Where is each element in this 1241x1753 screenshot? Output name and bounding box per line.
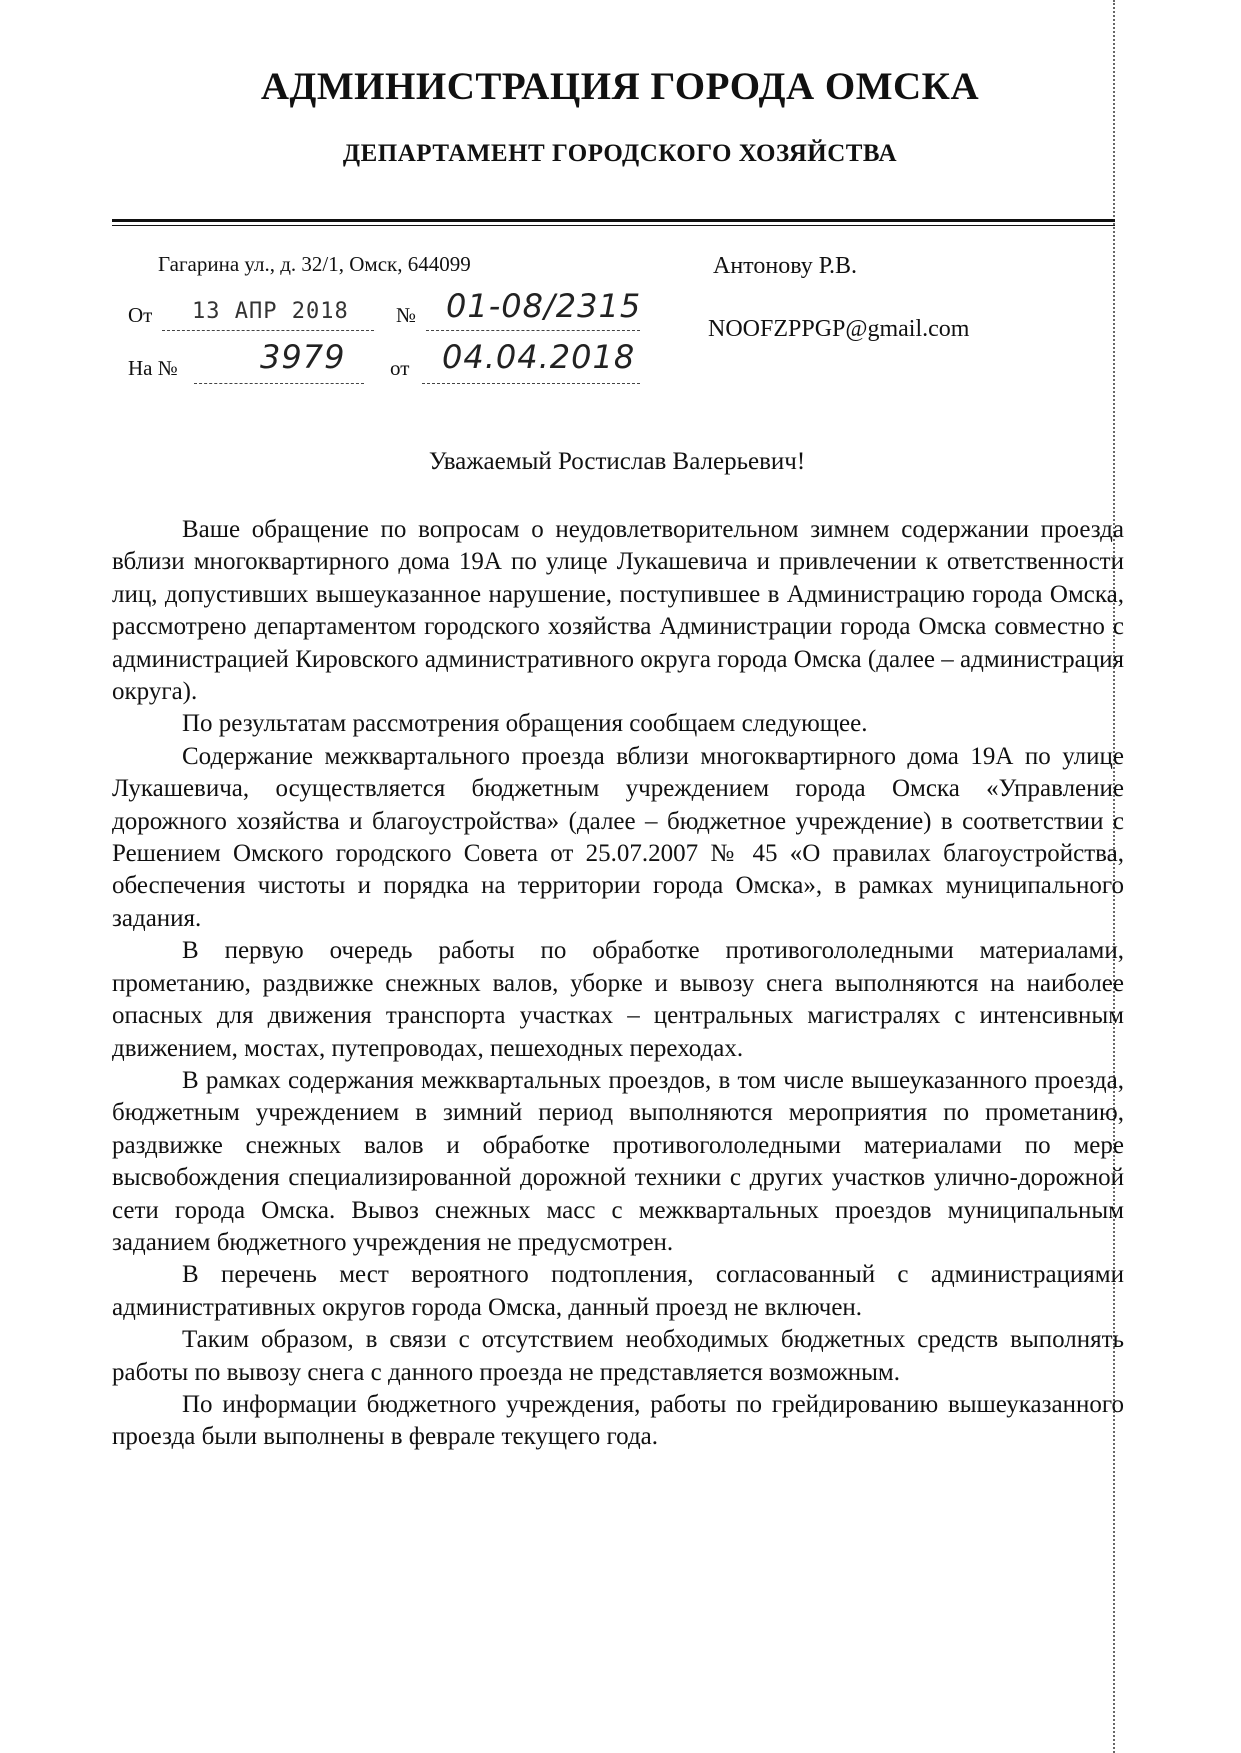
recipient-email: NOOFZPPGP@gmail.com [708, 316, 970, 342]
from-label: От [128, 303, 153, 327]
letter-body [112, 514, 1124, 1454]
body-paragraph: Таким образом, в связи с отсутствием необходимых бюджетных средств выполнять работы по вывозу снега с данного проезда не представляется возможным. [112, 1326, 1124, 1386]
sender-address: Гагарина ул., д. 32/1, Омск, 644099 [158, 252, 471, 276]
body-paragraph: В перечень мест вероятного подтопления, согласованный с администрациями административных округов города Омска, данный проезд не включен. [112, 1261, 1124, 1321]
reply-number: 3979 [260, 338, 346, 376]
reply-date-label: от [390, 356, 410, 380]
organization-title: АДМИНИСТРАЦИЯ ГОРОДА ОМСКА [260, 65, 980, 108]
from-date-stamp: 13 АПР 2018 [192, 299, 349, 324]
reply-number-line [194, 382, 364, 384]
body-paragraph: Ваше обращение по вопросам о неудовлетворительном зимнем содержании проезда вблизи многоквартирного дома 19А по улице Лукашевича и привлечении к ответственности лиц, допустивших вышеуказанное нарушение, поступившее в Администрацию города Омска, рассмотрено департаментом городского хозяйства Администрации города Омска совместно с администрацией Кировского административного округа города Омска (далее – администрация округа). [112, 516, 1124, 706]
outgoing-registration-row [128, 287, 648, 343]
number-line [426, 329, 640, 331]
body-paragraph: Содержание межквартального проезда вблизи многоквартирного дома 19А по улице Лукашевича, осуществляется бюджетным учреждением города Омска «Управление дорожного хозяйства и благоустройства» (далее – бюджетное учреждение) в соответствии с Решением Омского городского Совета от 25.07.2007 № 45 «О правилах благоустройства, обеспечения чистоты и порядка на территории города Омска», в рамках муниципального задания. [112, 742, 1124, 932]
body-paragraph: В рамках содержания межквартальных проездов, в том числе вышеуказанного проезда, бюджетным учреждением в зимний период выполняются мероприятия по прометанию, раздвижке снежных валов и обработке противогололедными материалами по мере высвобождения специализированной дорожной техники с других участков улично-дорожной сети города Омска. Вывоз снежных масс с межквартальных проездов муниципальным заданием бюджетного учреждения не предусмотрен. [112, 1066, 1124, 1256]
reply-date-line [422, 382, 640, 384]
reply-registration-row [128, 338, 648, 396]
recipient-name: Антонову Р.В. [713, 253, 858, 279]
greeting: Уважаемый Ростислав Валерьевич! [428, 448, 806, 475]
outgoing-number: 01-08/2315 [446, 287, 642, 325]
department-title: ДЕПАРТАМЕНТ ГОРОДСКОГО ХОЗЯЙСТВА [342, 140, 898, 167]
body-paragraph: По результатам рассмотрения обращения сообщаем следующее. [182, 710, 868, 738]
header-rule-thick [112, 219, 1115, 222]
reply-number-label: На № [128, 356, 178, 380]
header-rule-thin [112, 225, 1115, 226]
number-label: № [396, 303, 417, 327]
body-paragraph: По информации бюджетного учреждения, работы по грейдированию вышеуказанного проезда были выполнены в феврале текущего года. [112, 1390, 1124, 1451]
reply-date: 04.04.2018 [442, 338, 636, 376]
from-date-line [162, 329, 374, 331]
body-paragraph: В первую очередь работы по обработке противогололедными материалами, прометанию, раздвижке снежных валов, уборке и вывозу снега выполняются на наиболее опасных для движения транспорта участках – центральных магистралях с интенсивным движением, мостах, путепроводах, пешеходных переходах. [112, 937, 1124, 1062]
